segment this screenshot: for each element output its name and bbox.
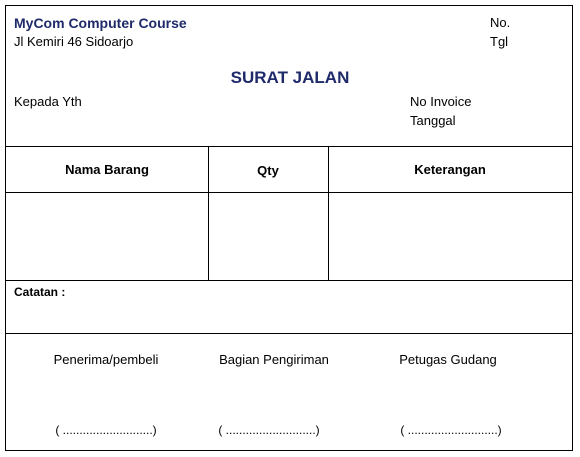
notes-field[interactable] <box>6 302 572 332</box>
company-address: Jl Kemiri 46 Sidoarjo <box>14 34 134 49</box>
signature-line-warehouse: ( ...........................) <box>400 423 502 437</box>
date-label: Tgl <box>490 34 509 49</box>
invoice-date-label: Tanggal <box>410 113 456 128</box>
table-cell-qty[interactable] <box>209 193 328 280</box>
signature-role-receiver: Penerima/pembeli <box>53 352 159 367</box>
signature-role-shipping: Bagian Pengiriman <box>219 352 329 367</box>
table-bottom-border <box>6 280 572 281</box>
signature-line-receiver: ( ...........................) <box>55 423 157 437</box>
number-label: No. <box>490 15 511 30</box>
invoice-number-label: No Invoice <box>410 94 472 109</box>
notes-bottom-border <box>6 333 572 334</box>
column-header-qty: Qty <box>257 163 279 178</box>
table-cell-nama-barang[interactable] <box>6 193 208 280</box>
table-top-border <box>6 146 572 147</box>
document-title: SURAT JALAN <box>230 68 350 87</box>
column-header-keterangan: Keterangan <box>414 162 486 177</box>
document-frame <box>5 5 573 451</box>
signature-line-shipping: ( ...........................) <box>218 423 320 437</box>
recipient-label: Kepada Yth <box>14 94 82 109</box>
signature-role-warehouse: Petugas Gudang <box>399 352 497 367</box>
column-header-nama-barang: Nama Barang <box>65 162 149 177</box>
table-cell-keterangan[interactable] <box>329 193 572 280</box>
notes-label: Catatan : <box>14 285 66 299</box>
company-name: MyCom Computer Course <box>14 15 187 31</box>
